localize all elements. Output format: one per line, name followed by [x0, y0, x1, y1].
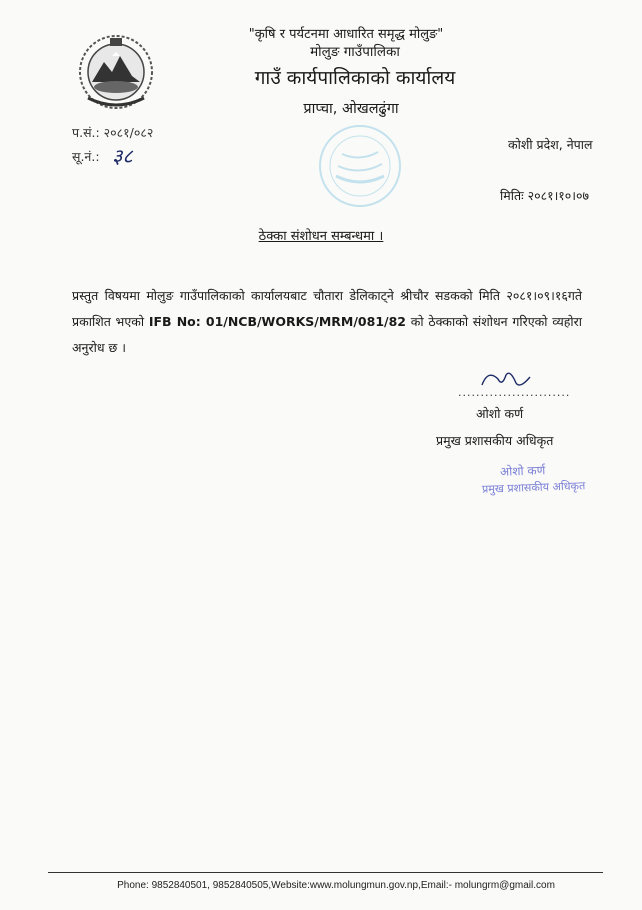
ifb-number: IFB No: 01/NCB/WORKS/MRM/081/82	[148, 314, 406, 329]
body-text-part1: प्रस्तुत विषयमा मोलुङ गाउँपालिकाको कार्यालयबाट चौतारा डेलिकाट्ने श्रीचौर सडकको मिति २०८१।०९।१६गते प्रकाशित भएको	[72, 288, 582, 329]
office-seal-icon	[312, 118, 408, 214]
office-address: प्राप्चा, ओखलढुंगा	[303, 101, 399, 117]
office-title: गाउँ कार्यपालिकाको कार्यालय	[254, 67, 456, 89]
subject-line: ठेक्का संशोधन सम्बन्धमा ।	[258, 229, 384, 244]
body-text-part2: को ठेक्काको संशोधन गरिएको व्यहोरा अनुरोध छ ।	[72, 314, 582, 355]
signatory-name: ओशो कर्ण	[476, 406, 524, 421]
chalani-number: ३८	[112, 144, 133, 168]
municipality-name: मोलुङ गाउँपालिका	[310, 44, 400, 60]
chalani-label: सू.नं.:	[72, 149, 100, 164]
patra-sankhya: प.सं.: २०८१/०८२	[72, 125, 154, 140]
footer-contact: Phone: 9852840501, 9852840505,Website:www.molungmun.gov.np,Email:- molungrm@gmail.com	[117, 880, 555, 891]
letter-date: मितिः २०८१।१०।०७	[500, 188, 590, 203]
footer-divider	[48, 872, 603, 873]
stamp-signatory-title: प्रमुख प्रशासकीय अधिकृत	[481, 479, 586, 496]
slogan: "कृषि र पर्यटनमा आधारित समृद्ध मोलुङ"	[248, 27, 444, 42]
province: कोशी प्रदेश, नेपाल	[508, 137, 593, 152]
stamp-signatory-name: ओशो कर्ण	[499, 463, 546, 479]
signatory-title: प्रमुख प्रशासकीय अधिकृत	[436, 433, 554, 448]
body-paragraph	[72, 283, 582, 361]
signature-line: .........................	[458, 386, 571, 399]
